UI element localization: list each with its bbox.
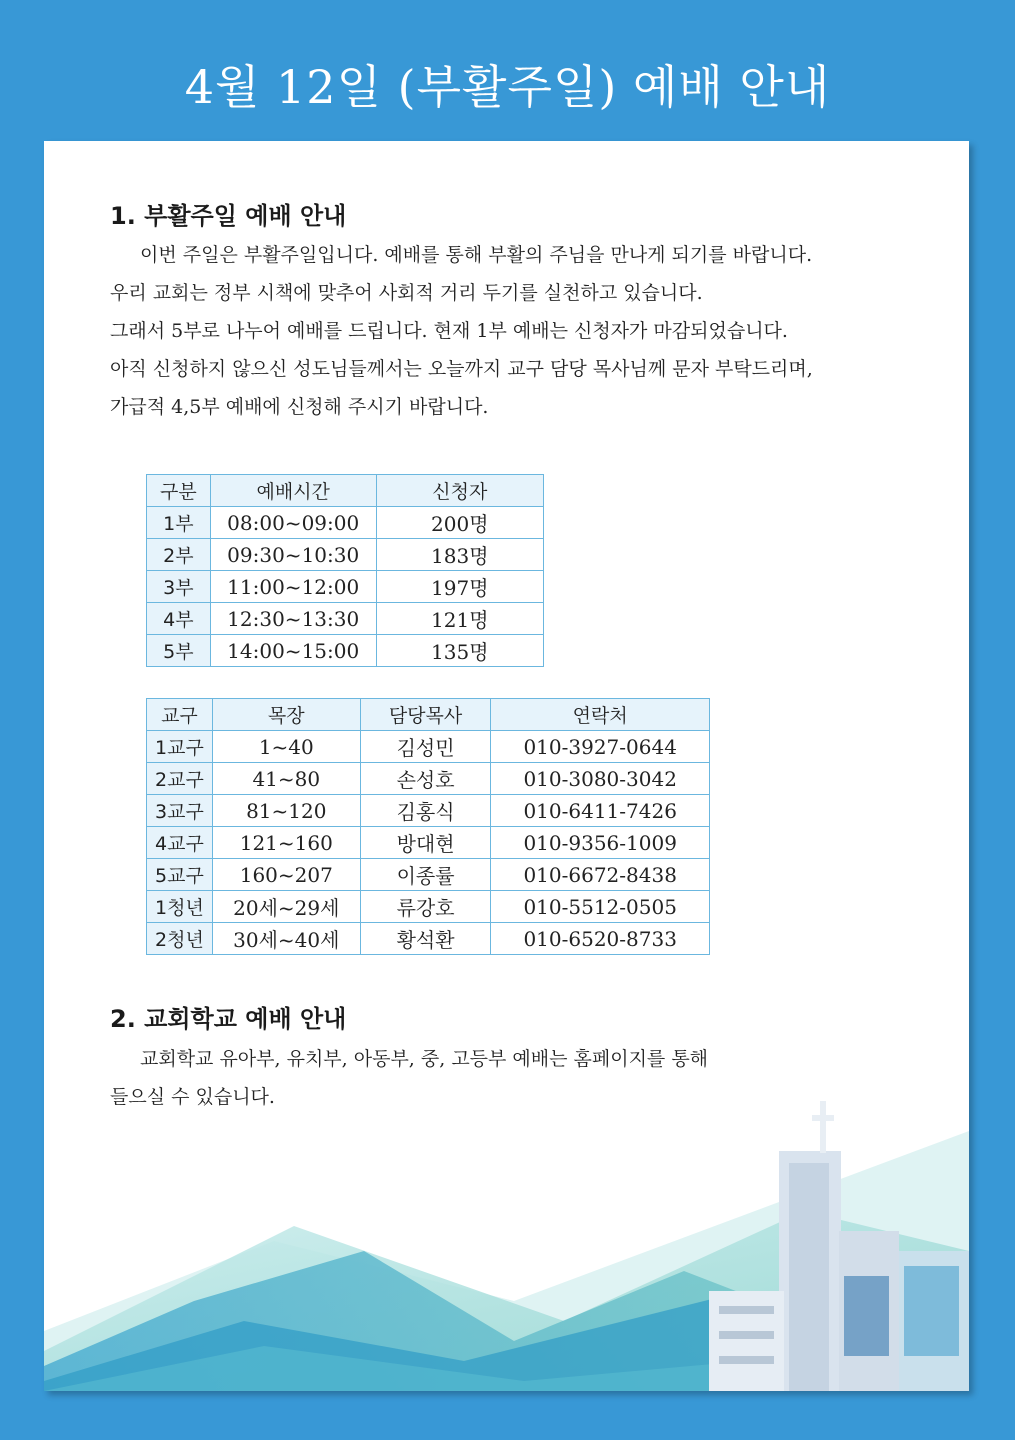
service-time: 08:00~09:00 [210, 507, 376, 539]
group-range: 1~40 [212, 731, 360, 763]
decorative-mountain-waves [44, 1091, 969, 1391]
applicant-count: 197명 [376, 571, 543, 603]
section2-line: 교회학교 유아부, 유치부, 아동부, 중, 고등부 예배는 홈페이지를 통해 [140, 1048, 709, 1070]
section1-heading: 1. 부활주일 예배 안내 [110, 202, 347, 230]
table-row [147, 795, 710, 827]
group-range: 20세~29세 [212, 891, 360, 923]
service-time: 14:00~15:00 [210, 635, 376, 667]
district-name: 2청년 [147, 923, 213, 955]
phone-number: 010-6411-7426 [491, 795, 710, 827]
service-part: 4부 [147, 603, 211, 635]
service-time: 09:30~10:30 [210, 539, 376, 571]
group-range: 160~207 [212, 859, 360, 891]
service-part: 3부 [147, 571, 211, 603]
pastor-name: 손성호 [360, 763, 491, 795]
table-header-row [147, 475, 544, 507]
service-time: 12:30~13:30 [210, 603, 376, 635]
group-range: 121~160 [212, 827, 360, 859]
section1-line: 그래서 5부로 나누어 예배를 드립니다. 현재 1부 예배는 신청자가 마감되었습니다. [110, 320, 788, 342]
table-row [147, 891, 710, 923]
applicant-count: 135명 [376, 635, 543, 667]
district-name: 3교구 [147, 795, 213, 827]
table-row [147, 507, 544, 539]
section2-heading: 2. 교회학교 예배 안내 [110, 1005, 347, 1033]
table-row [147, 571, 544, 603]
service-part: 2부 [147, 539, 211, 571]
pastor-name: 황석환 [360, 923, 491, 955]
table-row [147, 923, 710, 955]
table-row [147, 827, 710, 859]
section1-body [110, 236, 910, 426]
notice-card [44, 141, 969, 1391]
pastor-name: 김성민 [360, 731, 491, 763]
service-schedule-table [146, 474, 544, 667]
phone-number: 010-5512-0505 [491, 891, 710, 923]
phone-number: 010-6520-8733 [491, 923, 710, 955]
applicant-count: 200명 [376, 507, 543, 539]
phone-number: 010-3080-3042 [491, 763, 710, 795]
district-name: 4교구 [147, 827, 213, 859]
district-name: 1교구 [147, 731, 213, 763]
column-header: 연락처 [491, 699, 710, 731]
column-header: 구분 [147, 475, 211, 507]
table-row [147, 539, 544, 571]
table-row [147, 635, 544, 667]
district-name: 5교구 [147, 859, 213, 891]
service-part: 1부 [147, 507, 211, 539]
service-time: 11:00~12:00 [210, 571, 376, 603]
column-header: 목장 [212, 699, 360, 731]
phone-number: 010-6672-8438 [491, 859, 710, 891]
pastor-name: 김홍식 [360, 795, 491, 827]
table-row [147, 859, 710, 891]
section2-line: 들으실 수 있습니다. [110, 1086, 275, 1108]
table-header-row [147, 699, 710, 731]
pastor-name: 방대현 [360, 827, 491, 859]
group-range: 30세~40세 [212, 923, 360, 955]
phone-number: 010-9356-1009 [491, 827, 710, 859]
district-contact-table [146, 698, 710, 955]
district-name: 2교구 [147, 763, 213, 795]
district-name: 1청년 [147, 891, 213, 923]
section1-line: 가급적 4,5부 예배에 신청해 주시기 바랍니다. [110, 396, 489, 418]
table-row [147, 763, 710, 795]
column-header: 교구 [147, 699, 213, 731]
group-range: 81~120 [212, 795, 360, 827]
service-part: 5부 [147, 635, 211, 667]
table-row [147, 731, 710, 763]
page-title: 4월 12일 (부활주일) 예배 안내 [184, 60, 831, 114]
column-header: 예배시간 [210, 475, 376, 507]
pastor-name: 류강호 [360, 891, 491, 923]
applicant-count: 121명 [376, 603, 543, 635]
applicant-count: 183명 [376, 539, 543, 571]
phone-number: 010-3927-0644 [491, 731, 710, 763]
column-header: 담당목사 [360, 699, 491, 731]
section1-line: 이번 주일은 부활주일입니다. 예배를 통해 부활의 주님을 만나게 되기를 바랍니다. [140, 244, 813, 266]
section1-line: 아직 신청하지 않으신 성도님들께서는 오늘까지 교구 담당 목사님께 문자 부탁드리며, [110, 358, 813, 380]
group-range: 41~80 [212, 763, 360, 795]
pastor-name: 이종률 [360, 859, 491, 891]
table-row [147, 603, 544, 635]
column-header: 신청자 [376, 475, 543, 507]
section1-line: 우리 교회는 정부 시책에 맞추어 사회적 거리 두기를 실천하고 있습니다. [110, 282, 703, 304]
